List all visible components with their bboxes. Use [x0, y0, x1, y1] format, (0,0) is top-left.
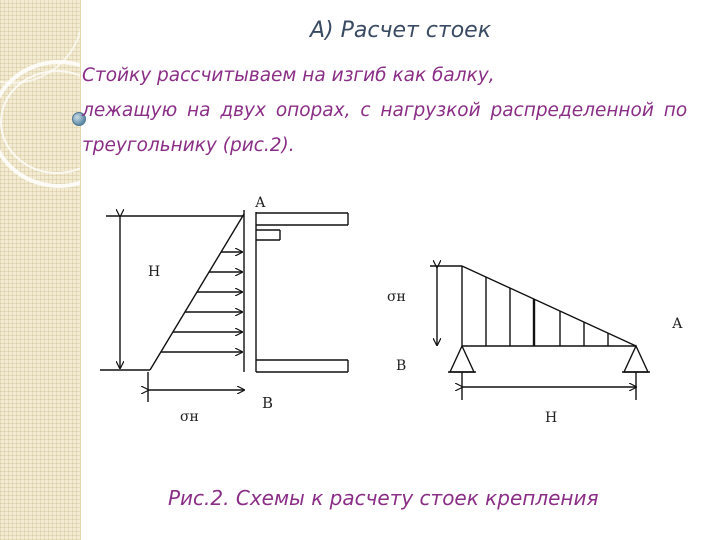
- left-label-sigma: σн: [180, 409, 199, 425]
- paragraph-line: Стойку рассчитываем на изгиб как балку,: [82, 65, 495, 86]
- right-scheme: [430, 266, 650, 400]
- right-label-b: В: [396, 358, 407, 374]
- diagram-slope: [462, 266, 636, 346]
- left-label-b: В: [262, 394, 274, 412]
- right-label-sigma: σн: [387, 289, 406, 305]
- right-label-h: Н: [545, 410, 558, 426]
- paragraph-line: лежащую на двух опорах, с нагрузкой распределенной по: [82, 100, 688, 121]
- right-label-a: А: [672, 316, 683, 332]
- slide-title: А) Расчет стоек: [310, 18, 492, 43]
- left-support: [450, 346, 474, 372]
- left-label-h: Н: [148, 264, 161, 280]
- right-support: [624, 346, 648, 372]
- paragraph-line: треугольнику (рис.2).: [82, 135, 295, 156]
- left-scheme: [100, 210, 348, 402]
- figure-caption: Рис.2. Схемы к расчету стоек крепления: [168, 486, 599, 510]
- left-label-a: А: [255, 195, 266, 211]
